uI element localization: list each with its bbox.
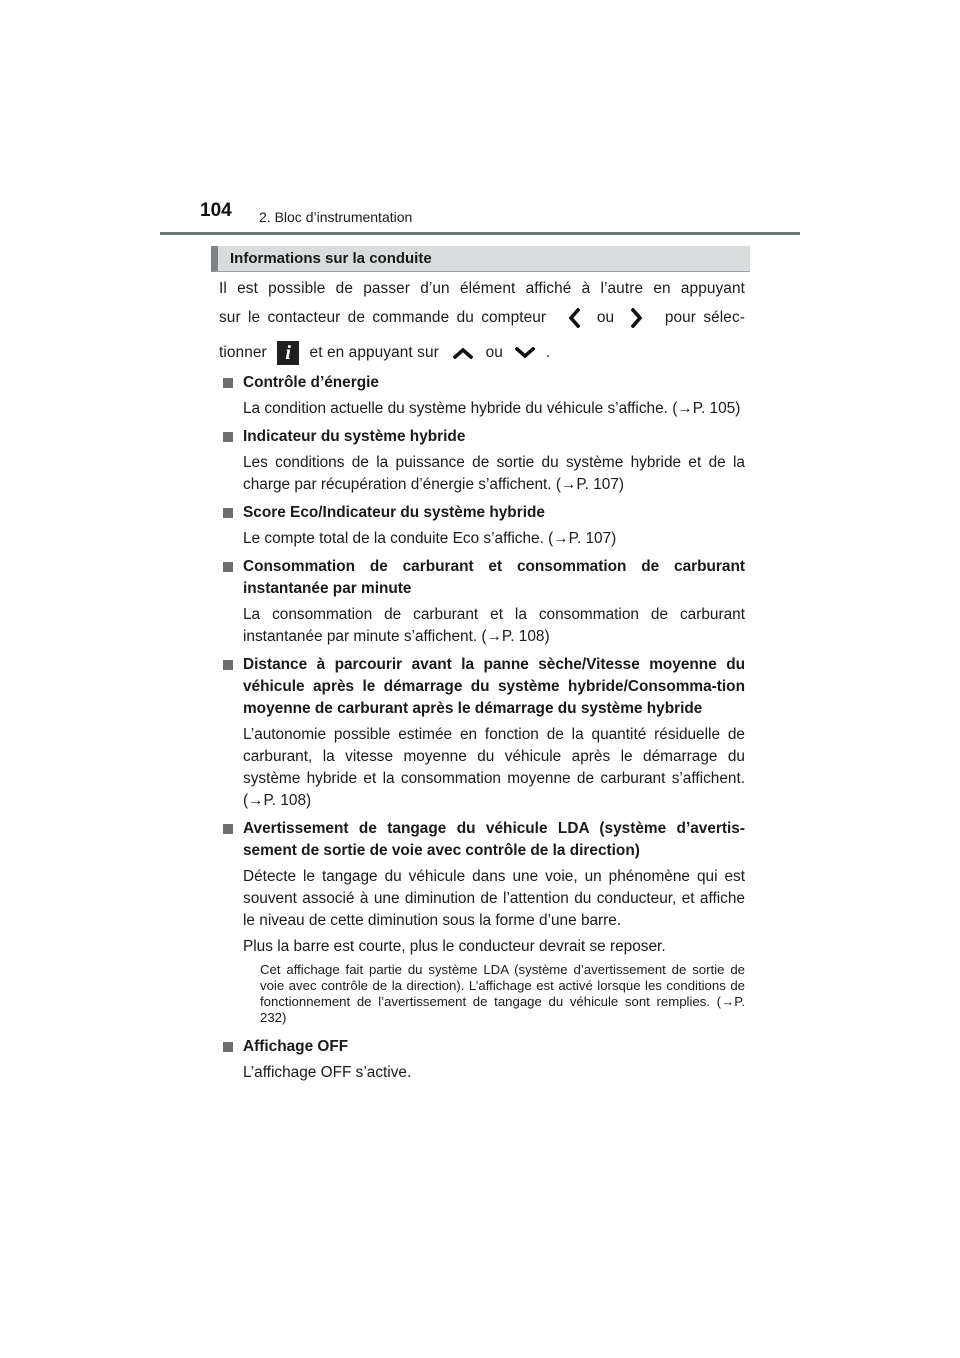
item-body — [219, 398, 745, 420]
item-body-text: Plus la barre est courte, plus le conducteur devrait se reposer. — [243, 938, 666, 955]
item-body — [219, 604, 745, 648]
square-bullet-icon — [223, 432, 233, 442]
info-icon — [277, 341, 299, 365]
item-body — [219, 1062, 745, 1084]
list-item — [219, 426, 745, 496]
chevron-up-icon — [453, 347, 473, 359]
item-title — [219, 556, 745, 600]
item-title-text: Affichage OFF — [243, 1038, 349, 1055]
item-body — [219, 866, 745, 958]
item-title-text: Score Eco/Indicateur du système hybride — [243, 504, 545, 521]
item-note: Cet affichage fait partie du système LDA (système d’avertissement de sortie de voie avec contrôle de la direction). L’affichage est activé lorsque les conditions de fonctionnement de l’avertissement de tangage du véhicule sont remplies. (→P. 232) — [260, 962, 745, 1025]
item-title-text: Consommation de carburant et consommation de carburant instantanée par minute — [243, 558, 745, 597]
item-body-text: L’autonomie possible estimée en fonction de la quantité résiduelle de carburant, la vitesse moyenne du véhicule après le démarrage du système hybride et la consommation moyenne de carburant s’affichent. (→P. 108) — [243, 726, 745, 809]
item-title — [219, 426, 745, 448]
intro-line-3 — [219, 339, 745, 366]
square-bullet-icon — [223, 824, 233, 834]
intro-text: tionner — [219, 344, 267, 361]
item-title-text: Avertissement de tangage du véhicule LDA (système d’avertis-sement de sortie de voie avec contrôle de la direction) — [243, 820, 745, 859]
info-icon-glyph: i — [285, 341, 291, 364]
header-divider — [160, 232, 800, 235]
intro-or: ou — [485, 344, 503, 361]
intro-line-1: Il est possible de passer d’un élément affiché à l’autre en appuyant — [219, 280, 745, 297]
item-title — [219, 654, 745, 720]
item-title — [219, 818, 745, 862]
item-title — [219, 1036, 745, 1058]
intro-line-2 — [219, 304, 745, 331]
item-body — [219, 528, 745, 550]
chevron-left-icon — [568, 308, 580, 328]
item-title — [219, 502, 745, 524]
intro-text: sur le contacteur de commande du compteur — [219, 309, 547, 326]
item-title-text: Indicateur du système hybride — [243, 428, 466, 445]
square-bullet-icon — [223, 378, 233, 388]
square-bullet-icon — [223, 1042, 233, 1052]
item-body — [219, 452, 745, 496]
intro-text: pour sélec- — [664, 309, 745, 326]
item-title — [219, 372, 745, 394]
chevron-right-icon — [631, 308, 643, 328]
item-body — [219, 724, 745, 812]
section-title: Informations sur la conduite — [230, 250, 432, 267]
list-item — [219, 654, 745, 812]
page-number: 104 — [200, 200, 232, 221]
item-title-text: Contrôle d’énergie — [243, 374, 379, 391]
list-item — [219, 1036, 745, 1084]
square-bullet-icon — [223, 562, 233, 572]
chevron-down-icon — [515, 347, 535, 359]
list-item — [219, 372, 745, 420]
chapter-title: 2. Bloc d’instrumentation — [259, 209, 413, 225]
intro-text: . — [545, 344, 551, 361]
item-body-text: La condition actuelle du système hybride du véhicule s’affiche. (→P. 105) — [243, 400, 741, 417]
item-body-text: L’affichage OFF s’active. — [243, 1064, 412, 1081]
page-content — [219, 275, 745, 1088]
square-bullet-icon — [223, 508, 233, 518]
item-body-text: Détecte le tangage du véhicule dans une voie, un phénomène qui est souvent associé à une diminution de l’attention du conducteur, et affiche le niveau de cette diminution sous la forme d’une barre. — [243, 868, 745, 929]
square-bullet-icon — [223, 660, 233, 670]
item-body-text: Le compte total de la conduite Eco s’affiche. (→P. 107) — [243, 530, 617, 547]
list-item — [219, 502, 745, 550]
list-item — [219, 818, 745, 1026]
item-title-text: Distance à parcourir avant la panne sèche/Vitesse moyenne du véhicule après le démarrage du système hybride/Consomma-tion moyenne de carburant après le démarrage du système hybride — [243, 656, 745, 717]
section-header — [211, 246, 750, 272]
list-item — [219, 556, 745, 648]
intro-text: et en appuyant sur — [309, 344, 439, 361]
item-body-text: La consommation de carburant et la consommation de carburant instantanée par minute s’affichent. (→P. 108) — [243, 606, 745, 645]
item-body-text: Les conditions de la puissance de sortie du système hybride et de la charge par récupération d’énergie s’affichent. (→P. 107) — [243, 454, 745, 493]
intro-paragraph — [219, 275, 745, 366]
intro-or: ou — [596, 309, 615, 326]
